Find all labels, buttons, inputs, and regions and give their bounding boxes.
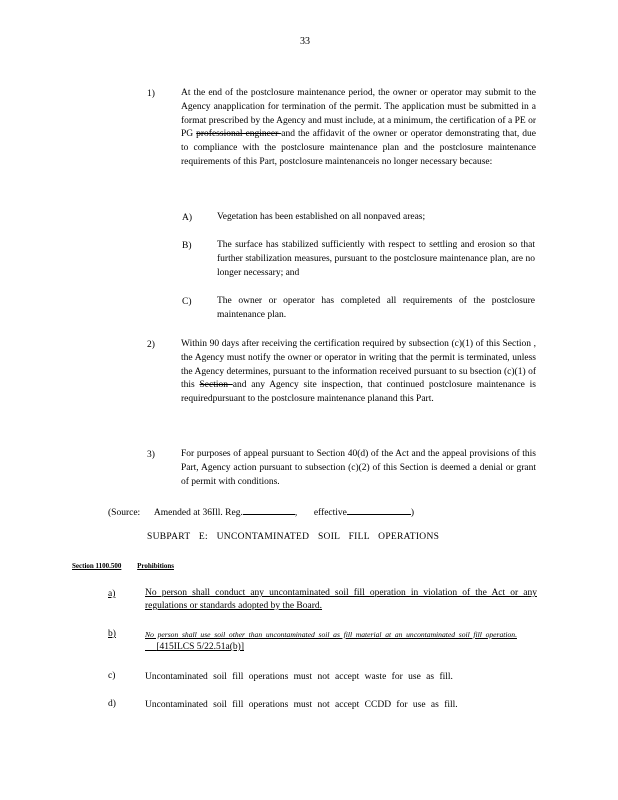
item-number: 2) <box>147 340 155 350</box>
source-open: (Source: <box>108 508 141 518</box>
section-number: Section 1100.500 <box>72 562 122 570</box>
section-title: Prohibitions <box>137 562 174 570</box>
prohibition-text: No person shall conduct any uncontaminated soil fill operation in violation of the Act or any regulations or standards adopted by the Board. <box>145 588 537 611</box>
item-number: 1) <box>147 89 155 99</box>
source-effective: effective <box>313 508 347 518</box>
blank-line <box>243 505 295 515</box>
source-comma: , <box>294 508 298 518</box>
subitem-text: Vegetation has been established on all nonpaved areas; <box>217 212 426 222</box>
subpart-title: SUBPART E: UNCONTAMINATED SOIL FILL OPERATIONS <box>147 532 440 542</box>
prohibition-label: c) <box>108 671 116 681</box>
prohibition-label: a) <box>108 589 116 599</box>
paragraph-text: Within 90 days after receiving the certification required by subsection (c)(1) of this Section , the Agency must notify the owner or operator in writing that the permit is terminated, unless the Agency determines, pursuant to the information received pursuant to su bsection (c)(1) of this <box>181 339 536 391</box>
struck-text: professional engineer <box>196 129 282 140</box>
paragraph-item-1 <box>181 87 536 170</box>
prohibition-text: Uncontaminated soil fill operations must not accept CCDD for use as fill. <box>145 700 458 710</box>
paragraph-item-3: For purposes of appeal pursuant to Section 40(d) of the Act and the appeal provisions of this Part, Agency action pursuant to subsection (c)(2) of this Section is deemed a denial or grant of permit with conditions. <box>181 449 536 487</box>
section-heading <box>72 562 208 570</box>
source-note <box>108 505 448 518</box>
blank-line <box>347 505 411 515</box>
prohibition-b-text: No person shall use soil other than uncontaminated soil as fill material at an uncontaminated soil fill operation. <box>145 630 517 639</box>
page-number: 33 <box>300 36 310 47</box>
paragraph-text: and any Agency site inspection, that continued postclosure maintenance is requiredpursuant to the postclosure maintenance planand this Part. <box>181 380 537 405</box>
source-amended: Amended at 36Ill. Reg. <box>153 508 243 518</box>
subitem-label: C) <box>182 297 192 307</box>
subitem-text: The surface has stabilized sufficiently with respect to settling and erosion so that further stabilization measures, pursuant to the postclosure maintenance plan, are no longer necessary; and <box>217 240 535 278</box>
prohibition-label: d) <box>108 699 116 709</box>
struck-text: Section <box>199 380 233 391</box>
subitem-label: A) <box>182 213 193 223</box>
prohibition-label: b) <box>108 629 116 639</box>
source-close: ) <box>410 508 415 518</box>
paragraph-item-2 <box>181 338 536 407</box>
prohibition-text <box>145 629 517 653</box>
paragraph-text: At the end of the postclosure maintenance period, the owner or operator may submit to the Agency anapplication for termination of the permit. The application must be submitted in a format prescribed by the Agency and must include, at a minimum, the certification of a PE or PG <box>181 88 536 140</box>
item-number: 3) <box>147 450 155 460</box>
paragraph-text: and the affidavit of the owner or operator demonstrating that, due to compliance with the postclosure maintenance plan and the postclosure maintenance requirements of this Part, postclosure maintenanceis no longer necessary because: <box>181 129 536 167</box>
statute-citation: [415ILCS 5/22.51a(b)] <box>156 642 244 652</box>
prohibition-text: Uncontaminated soil fill operations must not accept waste for use as fill. <box>145 672 453 682</box>
subitem-text: The owner or operator has completed all requirements of the postclosure maintenance plan. <box>217 296 535 320</box>
subitem-label: B) <box>182 241 192 251</box>
